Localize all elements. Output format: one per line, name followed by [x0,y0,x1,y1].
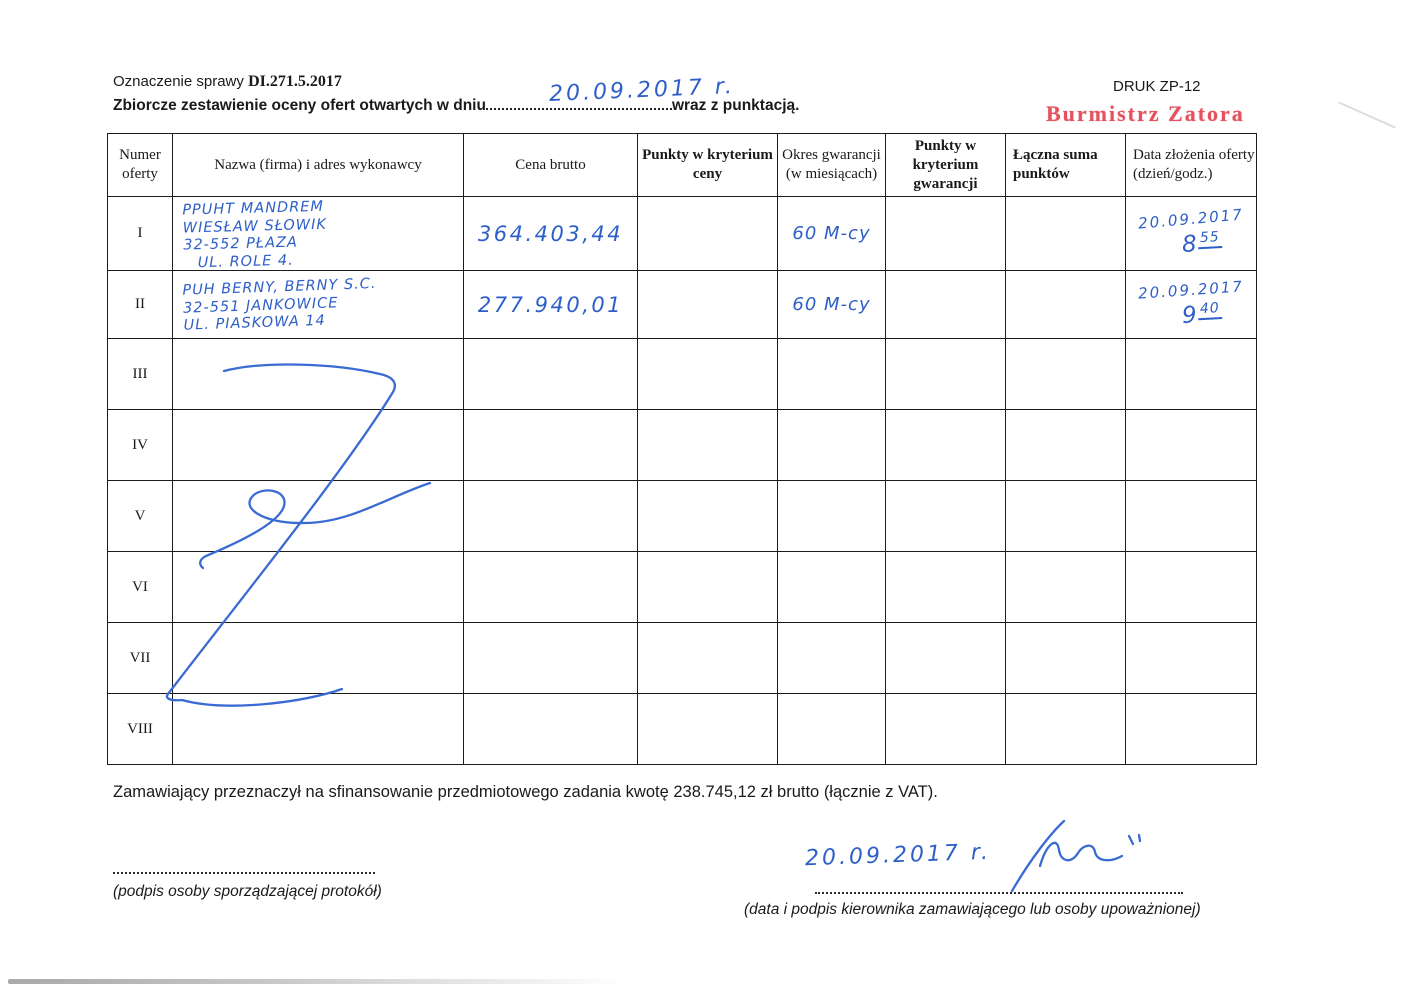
offer-2-contractor-line: 32-551 JANKOWICE [182,295,339,317]
offer-2-submission-date: 20.09.2017 $9^{40}$ [1126,271,1257,339]
offer-2-submission-hour: 9 [1181,302,1199,330]
offer-1-contractor-line: PPUHT MANDREM [182,198,325,219]
col-header-contractor: Nazwa (firma) i adres wykonawcy [173,134,464,197]
offer-7-number: VII [108,623,173,694]
offer-1-submission-minutes: 55 [1197,229,1222,249]
offer-2-total-points [1006,271,1126,339]
offer-2-contractor-line: PUH BERNY, BERNY S.C. [182,276,377,299]
signature-scribble [1012,821,1064,891]
offer-2-contractor [173,271,464,339]
case-reference-line [113,73,342,91]
offer-3-number: III [108,339,173,410]
offer-2-warranty: 60 M-cy [778,271,886,339]
scan-artifact-bar [8,979,623,984]
handwritten-open-date: 20.09.2017 r. [548,73,736,108]
offer-1-submission-date: 20.09.2017 $8^{55}$ [1126,197,1257,271]
offer-2-warranty-points [886,271,1006,339]
signature-scribble [1040,843,1122,866]
mayor-stamp: Burmistrz Zatora [1046,101,1245,126]
scan-artifact-corner [1338,101,1395,128]
offer-1-price-points [638,197,778,271]
handwritten-signature-date: 20.09.2017 r. [804,839,992,872]
offer-1-total-points [1006,197,1126,271]
offer-1-contractor [173,197,464,271]
right-signature-label: (data i podpis kierownika zamawiającego lub osoby upoważnionej) [744,901,1201,918]
col-header-submission-date: Data złożenia oferty (dzień/godz.) [1126,134,1257,197]
offer-5-number: V [108,481,173,552]
offer-1-submission-hour: 8 [1181,231,1199,259]
offer-row-2 [108,271,1257,339]
case-reference-label: Oznaczenie sprawy [113,73,244,90]
document-title-before-date: Zbiorcze zestawienie oceny ofert otwartych w dniu [113,97,486,114]
col-header-price-points: Punkty w kryterium ceny [638,134,778,197]
offer-1-contractor-line: UL. ROLE 4. [197,251,294,271]
offer-2-contractor-line: UL. PIASKOWA 14 [183,312,327,334]
offer-row-3 [108,339,1257,410]
col-header-offer-number: Numer oferty [108,134,173,197]
offer-2-submission-minutes: 40 [1197,300,1222,320]
case-number: DI.271.5.2017 [248,73,342,90]
offer-6-number: VI [108,552,173,623]
offer-row-7 [108,623,1257,694]
form-code: DRUK ZP-12 [1113,78,1201,95]
offer-1-number: I [108,197,173,271]
offer-1-gross-price: 364.403,44 [464,197,638,271]
col-header-warranty-period: Okres gwarancji (w miesiącach) [778,134,886,197]
col-header-gross-price: Cena brutto [464,134,638,197]
offer-row-6 [108,552,1257,623]
table-header-row [108,134,1257,197]
signature-scribble [1139,835,1140,841]
right-signature-line [815,892,1183,894]
offers-table [107,133,1257,765]
offer-2-price-points [638,271,778,339]
offer-1-contractor-line: WIESŁAW SŁOWIK [182,215,328,236]
left-signature-label: (podpis osoby sporządzającej protokół) [113,883,382,900]
col-header-total-points: Łączna suma punktów [1006,134,1126,197]
budget-note: Zamawiający przeznaczył na sfinansowanie przedmiotowego zadania kwotę 238.745,12 zł brutto (łącznie z VAT). [113,783,938,801]
offer-1-warranty: 60 M-cy [778,197,886,271]
left-signature-line [113,872,375,874]
offer-row-8 [108,694,1257,765]
offer-8-number: VIII [108,694,173,765]
offer-1-contractor-line: 32-552 PŁAZA [183,234,299,254]
offer-row-5 [108,481,1257,552]
offer-row-4 [108,410,1257,481]
offer-2-gross-price: 277.940,01 [464,271,638,339]
col-header-warranty-points: Punkty w kryterium gwarancji [886,134,1006,197]
offer-2-number: II [108,271,173,339]
signature-scribble [1129,836,1133,844]
offer-1-warranty-points [886,197,1006,271]
offer-4-number: IV [108,410,173,481]
offer-row-1 [108,197,1257,271]
document-title-after-date: wraz z punktacją. [671,97,800,114]
